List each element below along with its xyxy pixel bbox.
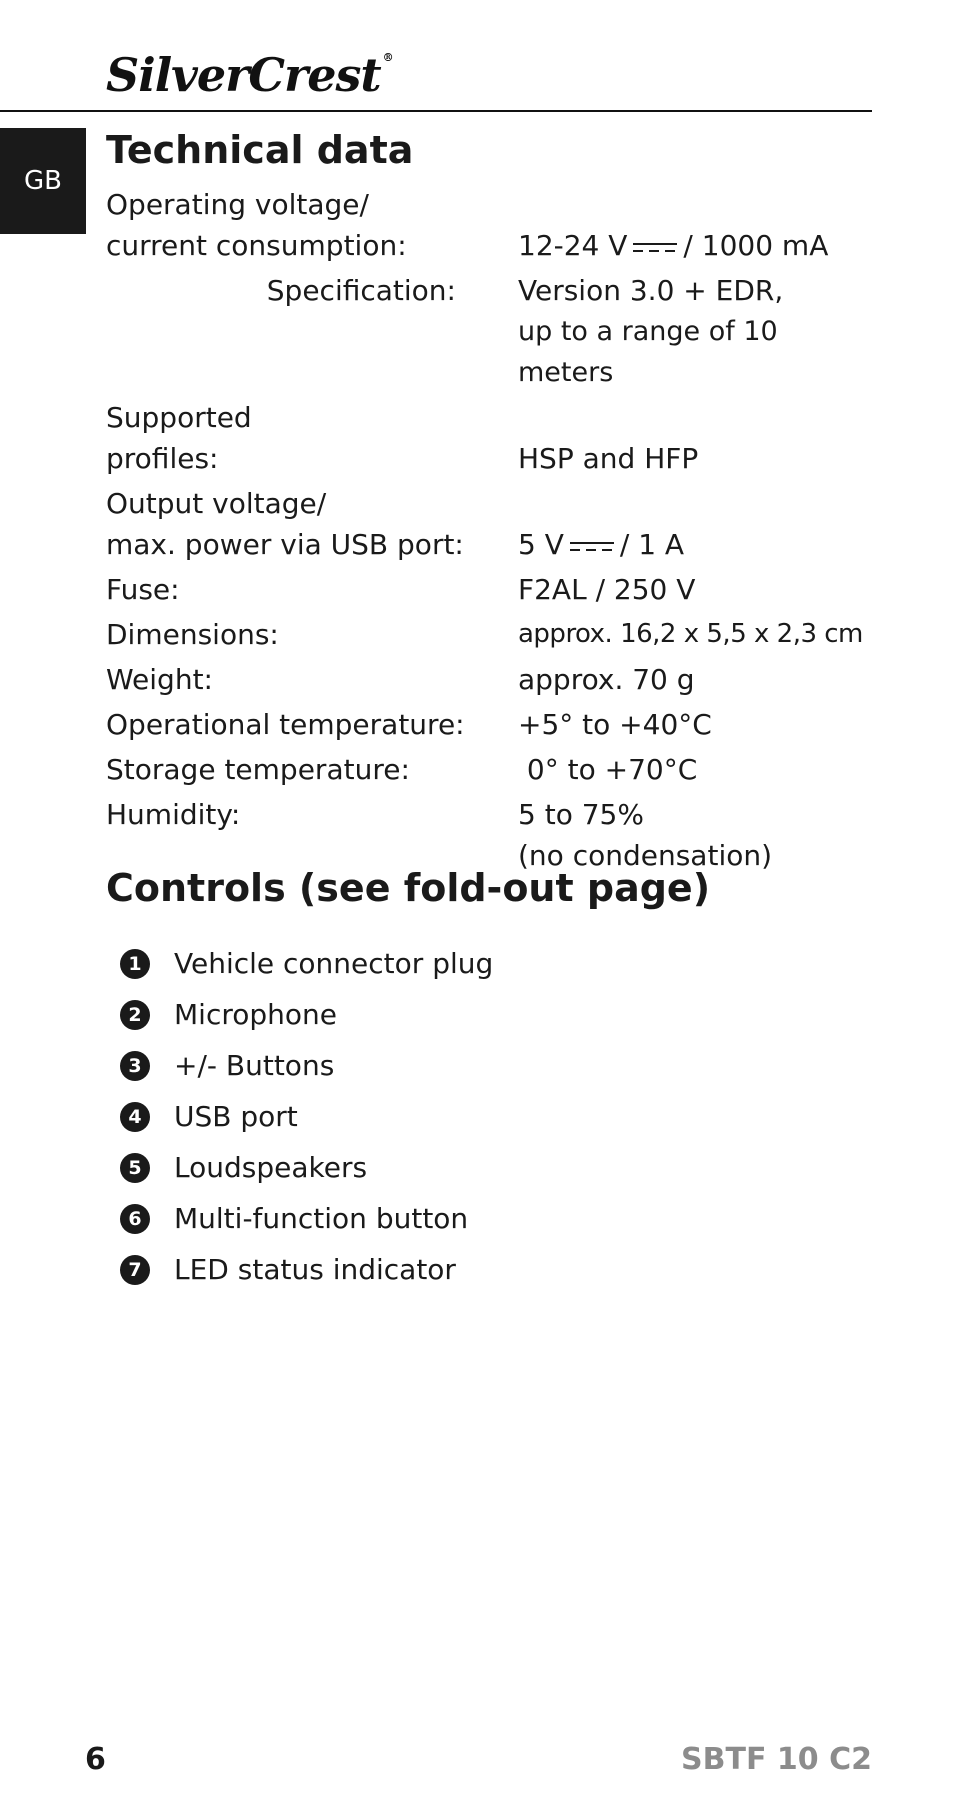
list-item: [106, 1193, 493, 1244]
spec-row-humidity: [106, 794, 872, 876]
spec-value: 12-24 V / 1000 mA: [518, 229, 829, 262]
spec-value: 5 to 75%: [518, 798, 644, 831]
spec-label: Output voltage/: [106, 487, 327, 520]
registered-mark: ®: [382, 51, 393, 64]
control-label: +/- Buttons: [174, 1049, 335, 1082]
list-item: [106, 1142, 493, 1193]
spec-label: Operational temperature:: [106, 708, 465, 741]
spec-value: approx. 16,2 x 5,5 x 2,3 cm: [518, 619, 863, 649]
controls-list: [106, 938, 493, 1295]
spec-row-fuse: [106, 569, 872, 610]
control-label: LED status indicator: [174, 1253, 456, 1286]
spec-label: Fuse:: [106, 573, 180, 606]
number-badge-icon: 2: [120, 1000, 150, 1030]
number-badge-icon: 1: [120, 949, 150, 979]
control-label: Loudspeakers: [174, 1151, 368, 1184]
spec-value: 0° to +70°C: [518, 753, 698, 786]
spec-label: Weight:: [106, 663, 213, 696]
technical-data-table: [106, 184, 872, 880]
language-tab: GB: [0, 128, 86, 234]
number-badge-icon: 6: [120, 1204, 150, 1234]
page-number: 6: [85, 1742, 106, 1777]
brand-logo-text: SilverCrest: [106, 48, 381, 102]
control-label: Multi-function button: [174, 1202, 469, 1235]
spec-label: max. power via USB port:: [106, 528, 464, 561]
spec-label: current consumption:: [106, 229, 407, 262]
number-badge-icon: 5: [120, 1153, 150, 1183]
dc-current-icon: [570, 539, 614, 553]
spec-value: approx. 70 g: [518, 663, 695, 696]
spec-row-storage-temperature: [106, 749, 872, 790]
controls-heading: Controls (see fold-out page): [106, 866, 711, 910]
spec-label: Specification:: [266, 274, 456, 307]
control-label: Microphone: [174, 998, 337, 1031]
spec-label: Operating voltage/: [106, 188, 369, 221]
dc-current-icon: [633, 240, 677, 254]
spec-row-weight: [106, 659, 872, 700]
spec-value: (no condensation): [518, 839, 773, 872]
spec-label: Dimensions:: [106, 618, 279, 651]
number-badge-icon: 7: [120, 1255, 150, 1285]
spec-row-operational-temperature: [106, 704, 872, 745]
spec-value: +5° to +40°C: [518, 708, 712, 741]
header-rule: [0, 110, 872, 112]
spec-row-dimensions: [106, 614, 872, 655]
list-item: [106, 1091, 493, 1142]
spec-value: F2AL / 250 V: [518, 573, 696, 606]
technical-data-heading: Technical data: [106, 128, 414, 172]
list-item: [106, 1244, 493, 1295]
control-label: Vehicle connector plug: [174, 947, 494, 980]
spec-label: Storage temperature:: [106, 753, 410, 786]
spec-value: Version 3.0 + EDR,: [518, 274, 784, 307]
spec-label: Humidity:: [106, 798, 241, 831]
number-badge-icon: 3: [120, 1051, 150, 1081]
spec-row-output-voltage: [106, 483, 872, 565]
list-item: [106, 938, 493, 989]
control-label: USB port: [174, 1100, 298, 1133]
spec-value: up to a range of 10 meters: [518, 316, 778, 388]
spec-row-specification: [106, 270, 872, 393]
spec-row-operating-voltage: [106, 184, 872, 266]
spec-value: 5 V / 1 A: [518, 528, 685, 561]
spec-row-profiles: [106, 397, 872, 479]
model-number: SBTF 10 C2: [681, 1742, 872, 1777]
list-item: [106, 989, 493, 1040]
spec-value: HSP and HFP: [518, 442, 699, 475]
list-item: [106, 1040, 493, 1091]
spec-label: Supported: [106, 401, 252, 434]
spec-label: profiles:: [106, 442, 219, 475]
number-badge-icon: 4: [120, 1102, 150, 1132]
brand-logo: [106, 48, 393, 102]
